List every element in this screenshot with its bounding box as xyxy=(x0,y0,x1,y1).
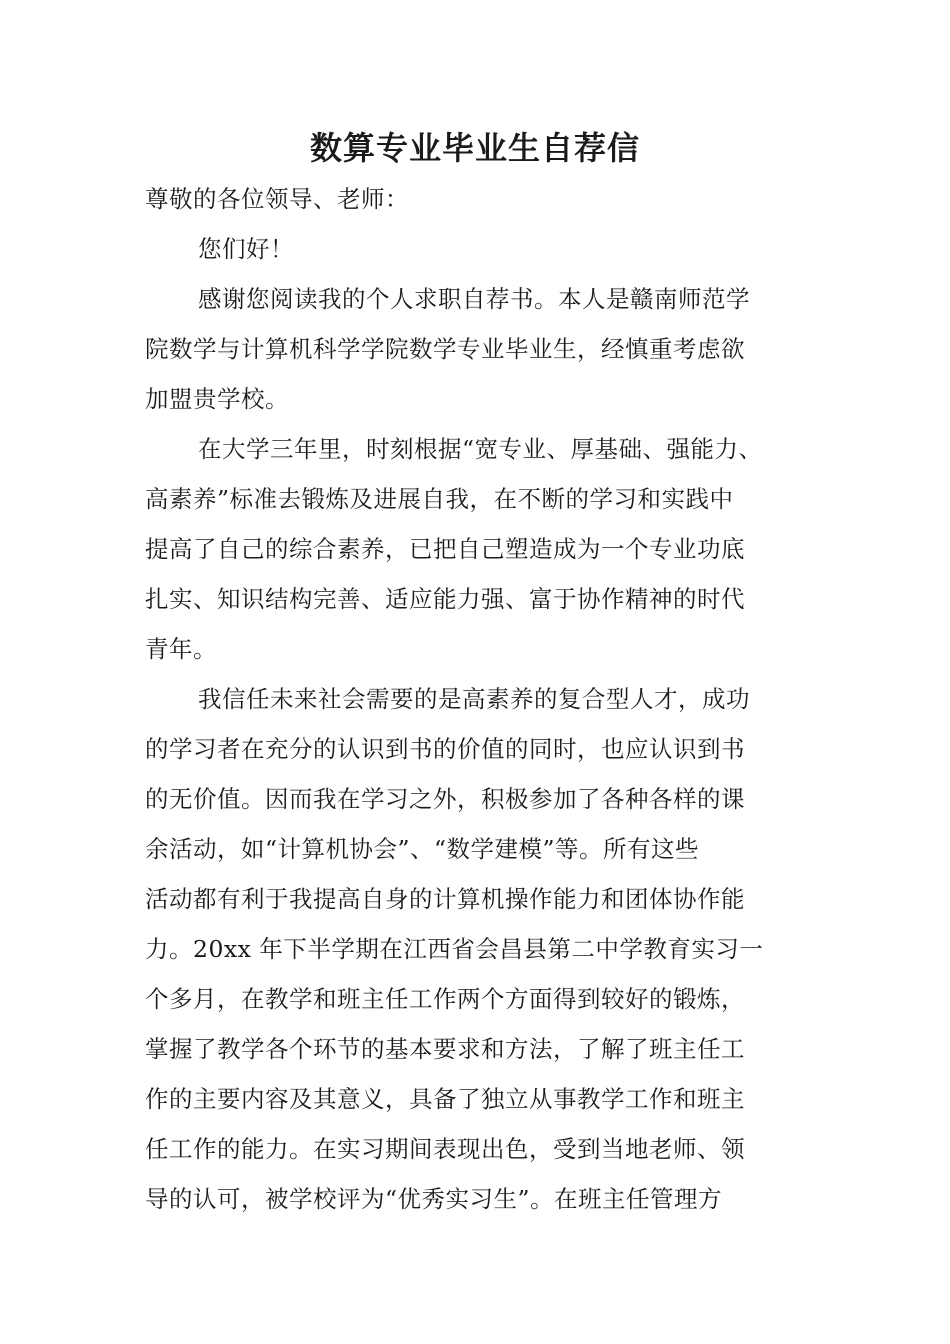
document-title: 数算专业毕业生自荐信 xyxy=(309,129,640,167)
salutation-line: 尊敬的各位领导、老师： xyxy=(145,185,409,213)
paragraph-3-line-3: 的无价值。因而我在学习之外，积极参加了各种各样的课 xyxy=(145,785,745,813)
paragraph-3-line-6: 力。20xx 年下半学期在江西省会昌县第二中学教育实习一 xyxy=(145,935,764,963)
paragraph-2-line-3: 提高了自己的综合素养，已把自己塑造成为一个专业功底 xyxy=(145,535,745,563)
paragraph-2-line-5: 青年。 xyxy=(145,635,217,663)
paragraph-3-line-1: 我信任未来社会需要的是高素养的复合型人才，成功 xyxy=(198,685,750,713)
paragraph-2-line-1: 在大学三年里，时刻根据“宽专业、厚基础、强能力、 xyxy=(198,435,763,463)
paragraph-2-line-2: 高素养”标准去锻炼及进展自我，在不断的学习和实践中 xyxy=(145,485,734,513)
paragraph-3-line-9: 作的主要内容及其意义，具备了独立从事教学工作和班主 xyxy=(145,1085,745,1113)
greeting-line: 您们好！ xyxy=(198,235,294,263)
paragraph-3-line-10: 任工作的能力。在实习期间表现出色，受到当地老师、领 xyxy=(145,1135,745,1163)
paragraph-1-line-2: 院数学与计算机科学学院数学专业毕业生，经慎重考虑欲 xyxy=(145,335,745,363)
paragraph-3-line-8: 掌握了教学各个环节的基本要求和方法，了解了班主任工 xyxy=(145,1035,745,1063)
paragraph-1-line-3: 加盟贵学校。 xyxy=(145,385,289,413)
paragraph-3-line-5: 活动都有利于我提高自身的计算机操作能力和团体协作能 xyxy=(145,885,745,913)
paragraph-1-line-1: 感谢您阅读我的个人求职自荐书。本人是赣南师范学 xyxy=(198,285,750,313)
paragraph-3-line-11: 导的认可，被学校评为“优秀实习生”。在班主任管理方 xyxy=(145,1185,723,1213)
paragraph-3-line-2: 的学习者在充分的认识到书的价值的同时，也应认识到书 xyxy=(145,735,745,763)
paragraph-3-line-4: 余活动，如“计算机协会”、“数学建模”等。所有这些 xyxy=(145,835,700,863)
paragraph-3-line-7: 个多月，在教学和班主任工作两个方面得到较好的锻炼， xyxy=(145,985,745,1013)
paragraph-2-line-4: 扎实、知识结构完善、适应能力强、富于协作精神的时代 xyxy=(145,585,745,613)
